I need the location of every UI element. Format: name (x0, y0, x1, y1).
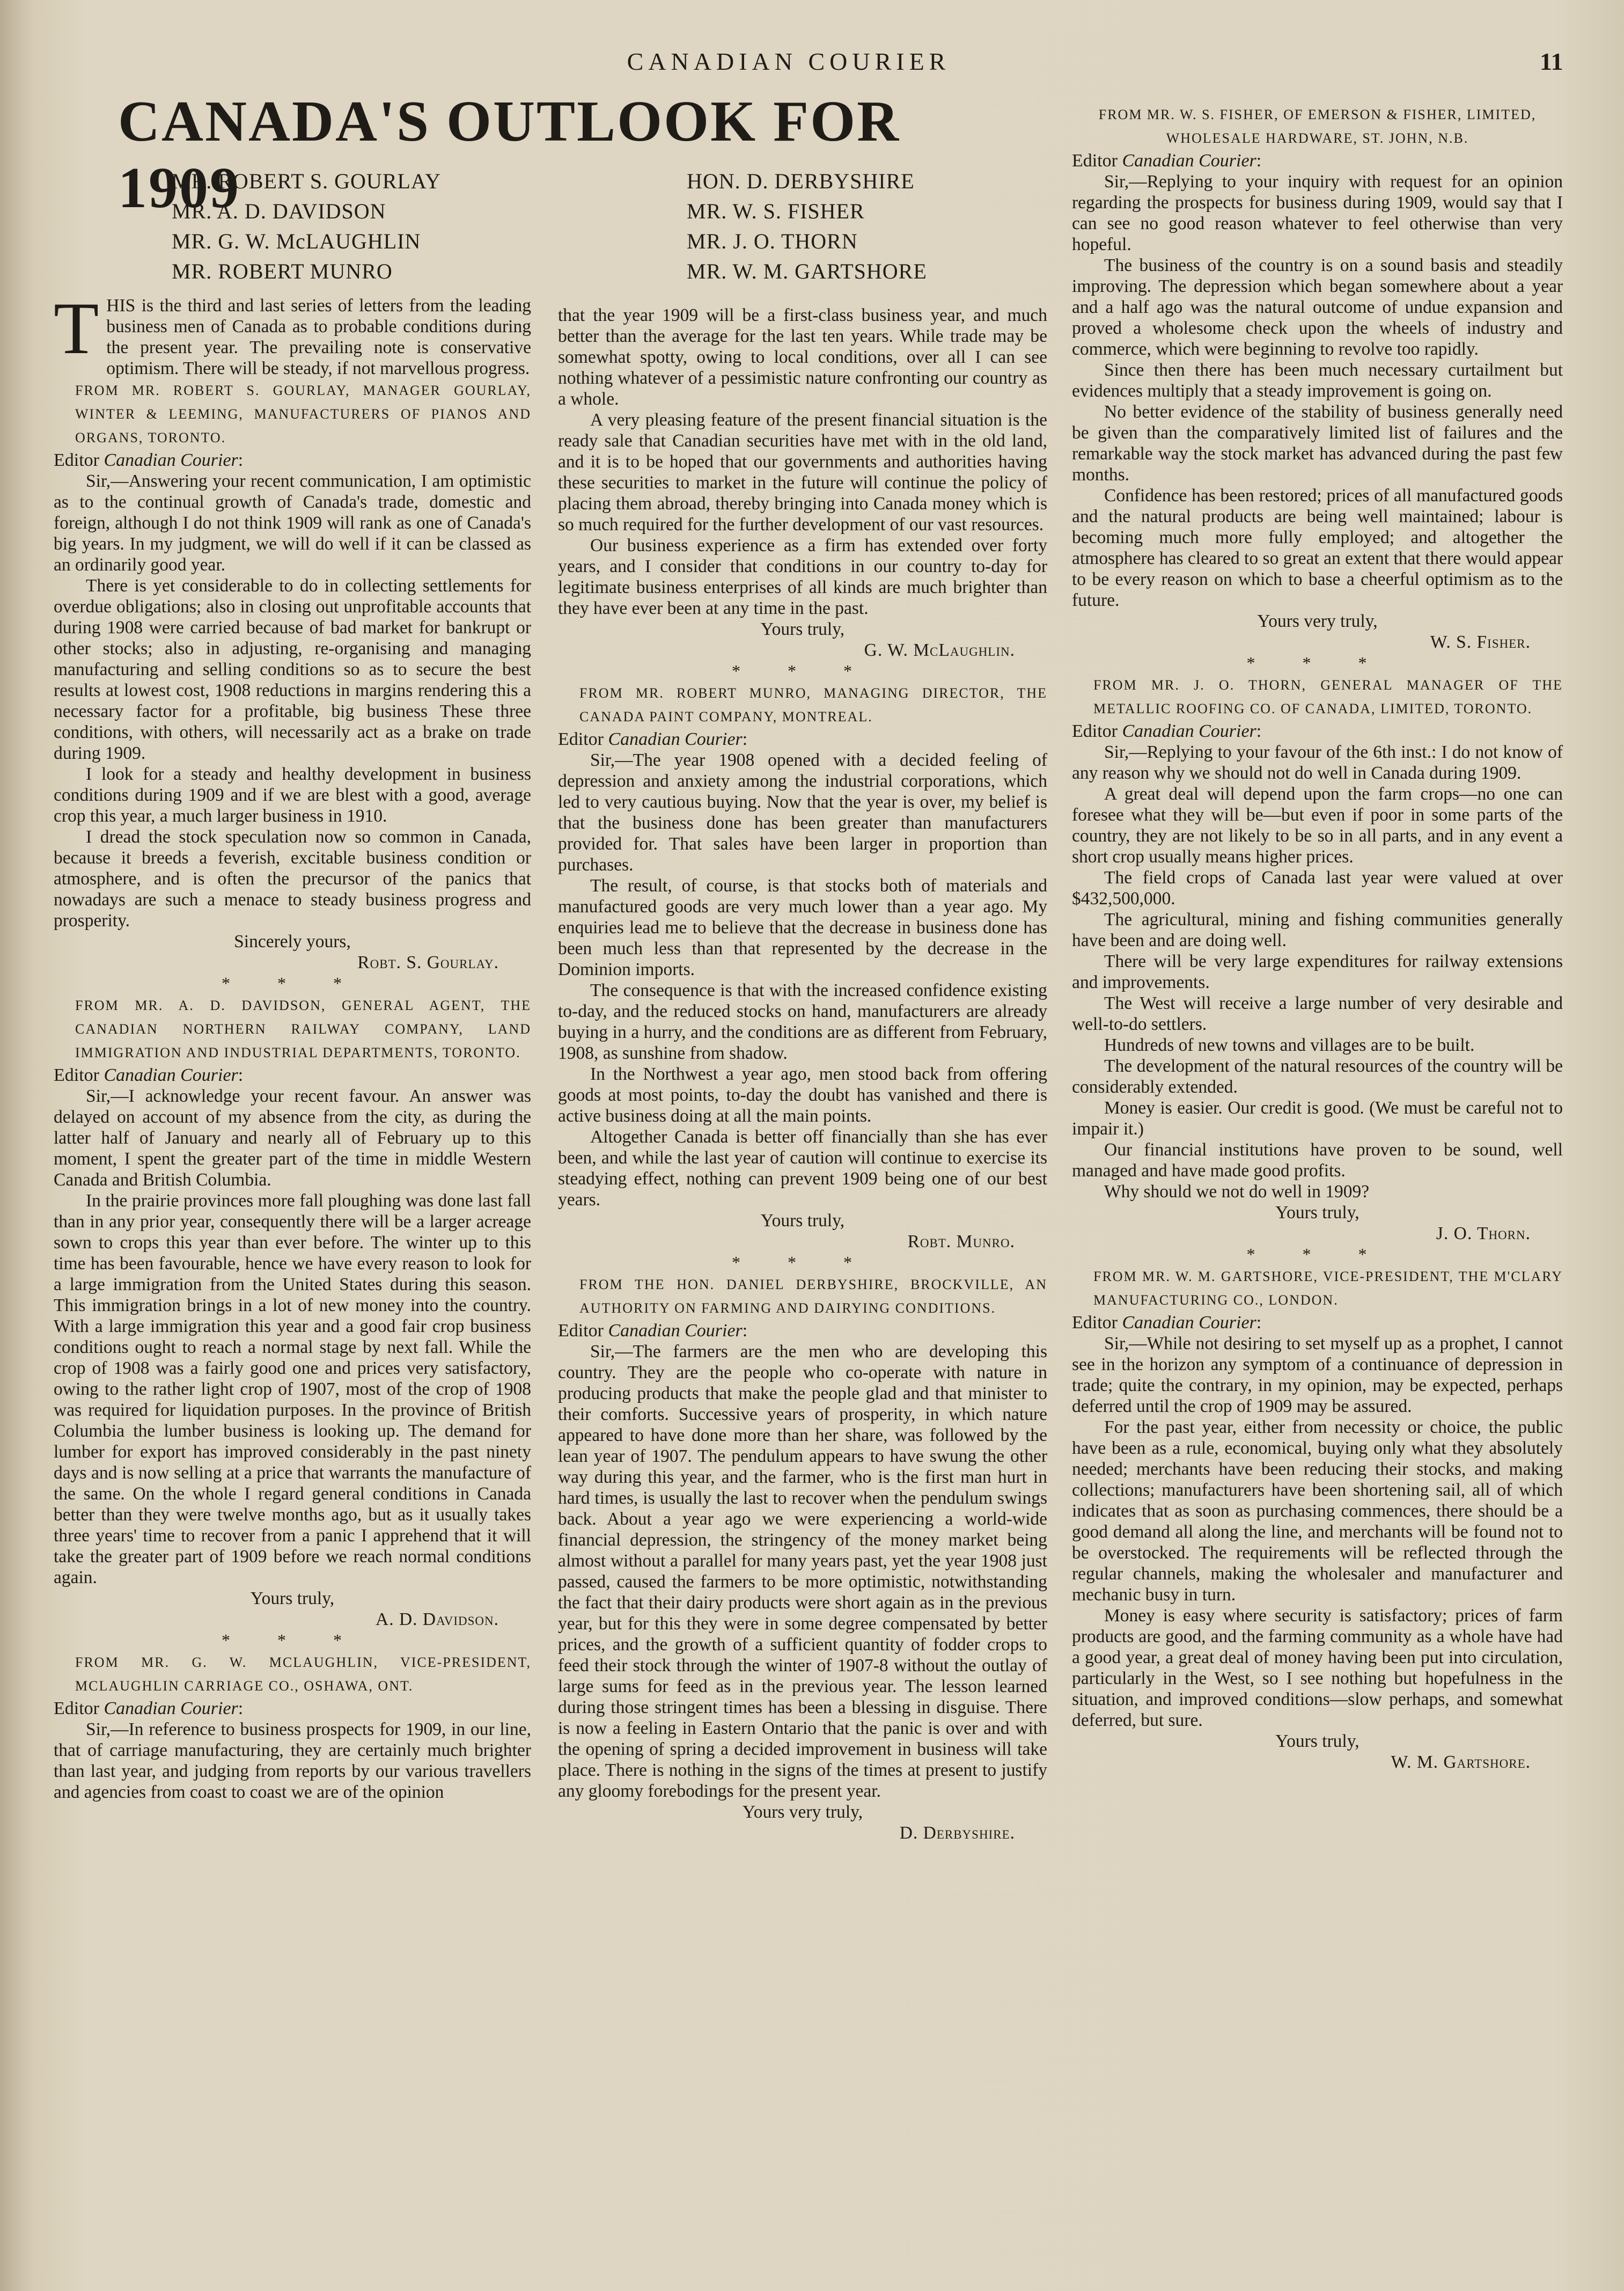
closing: Yours very truly, (742, 1802, 863, 1822)
letter-source-mclaughlin: FROM MR. G. W. MCLAUGHLIN, VICE-PRESIDENT, MCLAUGHLIN CARRIAGE CO., OSHAWA, ONT. (75, 1655, 531, 1694)
paragraph: There will be very large expenditures for railway extensions and improvements. (1072, 951, 1563, 992)
paragraph: Our financial institutions have proven to be sound, well managed and have made good profits. (1072, 1140, 1563, 1181)
paragraph: Since then there has been much necessary curtailment but evidences multiply that a steady improvement is going on. (1072, 360, 1563, 401)
contributor-name: MR. W. S. FISHER (687, 199, 865, 223)
section-separator: * * * (1246, 653, 1388, 672)
closing: Yours truly, (760, 619, 845, 639)
paragraph: that the year 1909 will be a first-class business year, and much better than the average for the last ten years. While trade may be somewhat spotty, owing to local conditions, over all I can see nothing whatever of a pessimistic nature confronting our country as a whole. (558, 305, 1047, 409)
signature: W. S. Fisher. (1430, 632, 1531, 652)
paragraph: Sir,—In reference to business prospects for 1909, in our line, that of carriage manufacturing, they are certainly much brighter than last year, and judging from reports by our various travellers and agencies from coast to coast we are of the opinion (54, 1719, 531, 1802)
paragraph: A great deal will depend upon the farm crops—no one can foresee what they will be—but even if poor in some parts of the country, they are not likely to be so in all parts, and in any event a short crop usually means higher prices. (1072, 784, 1563, 867)
contributor-name: MR. ROBERT S. GOURLAY (172, 169, 442, 193)
paragraph: The consequence is that with the increased confidence existing to-day, and the reduced stocks on hand, manufacturers are already buying in a hurry, and the conditions are as different from February, 1908, as sunshine from shadow. (558, 980, 1047, 1063)
paragraph: A very pleasing feature of the present financial situation is the ready sale that Canadian securities have met with in the old land, and it is to be hoped that our governments and authorities having these securities to market in the future will continue the policy of placing them abroad, thereby bringing into Canada money which is so much required for the further development of our vast resources. (558, 410, 1047, 535)
paragraph: The development of the natural resources of the country will be considerably extended. (1072, 1056, 1563, 1097)
closing: Yours truly, (1275, 1203, 1360, 1223)
paragraph: Sir,—While not desiring to set myself up as a prophet, I cannot see in the horizon any symptom of a continuance of depression in trade; quite the contrary, in my opinion, may be expected, perhaps deferred until the crop of 1909 may be assured. (1072, 1334, 1563, 1416)
letter-source-gourlay: FROM MR. ROBERT S. GOURLAY, MANAGER GOURLAY, WINTER & LEEMING, MANUFACTURERS OF PIANOS AND ORGANS, TORONTO. (75, 383, 531, 445)
paragraph: Sir,—I acknowledge your recent favour. An answer was delayed on account of my absence from the city, as during the latter half of January and nearly all of February up to this moment, I spent the greater part of the time in middle Western Canada and British Columbia. (54, 1086, 531, 1190)
contributor-name: MR. J. O. THORN (687, 229, 858, 253)
paragraph: Sir,—The farmers are the men who are developing this country. They are the people who co-operate with nature in producing products that make the people glad and that minister to their comforts. Successive years of prosperity, in which nature appeared to have done more than her share, was followed by the lean year of 1907. The pendulum appears to have swung the other way during this year, and the farmer, who is the first man hurt in hard times, is usually the last to recover when the pendulum swings back. About a year ago we were experiencing a world-wide financial depression, the stringency of the money market being almost without a parallel for many years past, yet the year 1908 just passed, caused the farmers to be more optimistic, notwithstanding the fact that their dairy products were short again as in the previous year, but for this they were in some degree compensated by better prices, and the growth of a sufficient quantity of fodder crops to feed their stock through the winter of 1907-8 without the outlay of large sums for feed as in the previous year. The lesson learned during those stringent times has been a blessing in disguise. There is now a feeling in Eastern Ontario that the panic is over and with the opening of spring a decided improvement in business will take place. There is nothing in the signs of the times at present to justify any gloomy forebodings for the present year. (558, 1342, 1047, 1801)
paragraph: Our business experience as a firm has extended over forty years, and I consider that conditions in our country to-day for legitimate business enterprises of all kinds are much brighter than they have ever been at any time in the past. (558, 536, 1047, 618)
section-separator: * * * (222, 1630, 363, 1650)
paragraph: Sir,—Replying to your favour of the 6th inst.: I do not know of any reason why we should not do well in Canada during 1909. (1072, 742, 1563, 783)
paragraph: In the prairie provinces more fall ploughing was done last fall than in any prior year, consequently there will be a larger acreage sown to crops this year than ever before. The winter up to this time has been favourable, hence we have every reason to look for a large immigration from the United States during this season. This immigration brings in a lot of new money into the country. With a large immigration this year and a good fair crop business conditions ought to reach a normal stage by next fall. While the crop of 1908 was a fairly good one and prices very satisfactory, owing to the rather light crop of 1907, most of the crop of 1908 was required for liquidation purposes. In the province of British Columbia the lumber business is looking up. The demand for lumber for export has improved considerably in the past ninety days and is now selling at a price that warrants the manufacture of the same. On the whole I regard general conditions in Canada better than they were twelve months ago, but as it usually takes three years' time to recover from a panic I apprehend that it will take the greater part of 1909 before we reach normal conditions again. (54, 1191, 531, 1587)
section-separator: * * * (732, 661, 873, 680)
editor-salutation: Editor Canadian Courier: (54, 1699, 244, 1718)
letter-source-thorn: FROM MR. J. O. THORN, GENERAL MANAGER OF THE METALLIC ROOFING CO. OF CANADA, LIMITED, TORONTO. (1093, 677, 1563, 716)
paragraph: Money is easy where security is satisfactory; prices of farm products are good, and the farming community as a whole have had a good year, a great deal of money having been put into circulation, particularly in the West, so I see nothing but hopefulness in the situation, and improved conditions—slow perhaps, and somewhat deferred, but sure. (1072, 1606, 1563, 1730)
signature: Robt. S. Gourlay. (357, 953, 499, 972)
column-3 (1072, 103, 1563, 1773)
closing: Sincerely yours, (234, 932, 351, 951)
contributor-name: MR. ROBERT MUNRO (172, 259, 393, 283)
editor-salutation: Editor Canadian Courier: (558, 1321, 748, 1341)
paragraph: Sir,—Replying to your inquiry with request for an opinion regarding the prospects for business during 1909, would say that I can see no good reason whatever to feel otherwise than very hopeful. (1072, 172, 1563, 254)
contributor-name: MR. A. D. DAVIDSON (172, 199, 386, 223)
contributor-name: MR. G. W. McLAUGHLIN (172, 229, 421, 253)
intro (54, 287, 531, 379)
paragraph: The business of the country is on a sound basis and steadily improving. The depression which began somewhere about a year and a half ago was the natural outcome of undue expansion and proved a wholesome check upon the wheels of industry and commerce, which were beginning to revolve too rapidly. (1072, 255, 1563, 359)
letter-source-derbyshire: FROM THE HON. DANIEL DERBYSHIRE, BROCKVILLE, AN AUTHORITY ON FARMING AND DAIRYING CONDITIONS. (579, 1277, 1047, 1316)
contributors-left (172, 166, 441, 287)
signature: J. O. Thorn. (1436, 1224, 1531, 1243)
signature: G. W. McLaughlin. (864, 640, 1015, 660)
paragraph: The agricultural, mining and fishing communities generally have been and are doing well. (1072, 910, 1563, 950)
paragraph: There is yet considerable to do in collecting settlements for overdue obligations; also in closing out unprofitable accounts that during 1908 were carried because of bad market for bankrupt or other stocks; also in adjusting, re-organising and managing manufacturing and selling conditions so as to secure the best results at lowest cost, 1908 reductions in margins rendering this a necessary factor for a profitable, big business These three conditions, with others, will necessarily act as a brake on trade during 1909. (54, 576, 531, 763)
paragraph: The result, of course, is that stocks both of materials and manufactured goods are very much lower than a year ago. My enquiries lead me to believe that the decrease in business done has been much less than that represented by the decrease in the Dominion imports. (558, 876, 1047, 979)
paragraph: No better evidence of the stability of business generally need be given than the comparatively limited list of failures and the remarkable way the stock market has advanced during the past few months. (1072, 402, 1563, 485)
contributors-right (687, 166, 927, 287)
section-separator: * * * (222, 974, 363, 993)
editor-salutation: Editor Canadian Courier: (1072, 721, 1262, 741)
paragraph: I dread the stock speculation now so common in Canada, because it breeds a feverish, excitable business condition or atmosphere, and is often the precursor of the panics that nowadays are such a menace to steady business progress and prosperity. (54, 827, 531, 931)
editor-salutation: Editor Canadian Courier: (54, 1065, 244, 1085)
closing: Yours very truly, (1257, 611, 1378, 631)
section-separator: * * * (1246, 1245, 1388, 1264)
editor-salutation: Editor Canadian Courier: (1072, 1313, 1262, 1333)
paragraph: Sir,—Answering your recent communication, I am optimistic as to the continual growth of Canada's trade, domestic and foreign, although I do not think 1909 will rank as one of Canada's big years. In my judgment, we will do well if it can be classed as an ordinarily good year. (54, 471, 531, 575)
paragraph: In the Northwest a year ago, men stood back from offering goods at most points, to-day the doubt has vanished and there is active business doing at all the main points. (558, 1064, 1047, 1126)
letter-source-munro: FROM MR. ROBERT MUNRO, MANAGING DIRECTOR, THE CANADA PAINT COMPANY, MONTREAL. (579, 685, 1047, 724)
paragraph: The West will receive a large number of very desirable and well-to-do settlers. (1072, 993, 1563, 1034)
contributor-name: MR. W. M. GARTSHORE (687, 259, 927, 283)
editor-salutation: Editor Canadian Courier: (54, 450, 244, 470)
column-2 (558, 305, 1047, 1843)
closing: Yours truly, (1275, 1731, 1360, 1751)
paragraph: Hundreds of new towns and villages are to be built. (1104, 1035, 1475, 1055)
section-separator: * * * (732, 1253, 873, 1272)
letter-source-fisher: FROM MR. W. S. FISHER, OF EMERSON & FISHER, LIMITED, WHOLESALE HARDWARE, ST. JOHN, N.B. (1098, 107, 1537, 146)
column-1 (54, 287, 531, 1803)
intro-text: HIS is the third and last series of letters from the leading business men of Canada as to probable conditions during the present year. The prevailing note is conservative optimism. There will be steady, if not marvellous progress. (106, 296, 531, 378)
letter-source-davidson: FROM MR. A. D. DAVIDSON, GENERAL AGENT, THE CANADIAN NORTHERN RAILWAY COMPANY, LAND IMMIGRATION AND INDUSTRIAL DEPARTMENTS, TORONTO. (75, 998, 531, 1060)
paragraph: I look for a steady and healthy development in business conditions during 1909 and if we are blest with a good, average crop this year, a much larger business in 1910. (54, 764, 531, 826)
paragraph: Confidence has been restored; prices of all manufactured goods and the natural products are being well maintained; labour is becoming much more fully employed; and altogether the atmosphere has cleared to so great an extent that there would appear to be every reason on which to base a cheerful optimism as to the future. (1072, 486, 1563, 610)
editor-salutation: Editor Canadian Courier: (1072, 151, 1262, 171)
signature: A. D. Davidson. (376, 1609, 499, 1629)
paragraph: Sir,—The year 1908 opened with a decided feeling of depression and anxiety among the industrial corporations, which led to very cautious buying. Now that the year is over, my belief is that the business done has been greater than manufacturers provided for. That sales have been larger in proportion than purchases. (558, 750, 1047, 875)
drop-cap: T (54, 287, 99, 369)
signature: D. Derbyshire. (899, 1823, 1015, 1843)
paragraph: Why should we not do well in 1909? (1104, 1182, 1370, 1202)
closing: Yours truly, (250, 1589, 335, 1608)
running-head: CANADIAN COURIER (627, 48, 951, 75)
letter-source-gartshore: FROM MR. W. M. GARTSHORE, VICE-PRESIDENT, THE M'CLARY MANUFACTURING CO., LONDON. (1093, 1269, 1563, 1308)
paragraph: For the past year, either from necessity or choice, the public have been as a rule, economical, buying only what they absolutely needed; merchants have been reducing their stocks, and making collections; manufacturers have been shortening sail, all of which indicates that as soon as purchasing commences, there should be a good demand all along the line, and merchants will be found not to be overstocked. The requirements will be reflected through the regular channels, making the wholesaler and manufacturer and mechanic busy in turn. (1072, 1417, 1563, 1605)
paragraph: The field crops of Canada last year were valued at over $432,500,000. (1072, 868, 1563, 909)
article-title: CANADA'S OUTLOOK FOR 1909 (118, 90, 901, 220)
signature: W. M. Gartshore. (1391, 1752, 1531, 1772)
editor-salutation: Editor Canadian Courier: (558, 729, 748, 749)
paragraph: Money is easier. Our credit is good. (We must be careful not to impair it.) (1072, 1098, 1563, 1139)
contributor-name: HON. D. DERBYSHIRE (687, 169, 915, 193)
closing: Yours truly, (760, 1211, 845, 1231)
page-number: 11 (1540, 48, 1563, 75)
signature: Robt. Munro. (907, 1232, 1015, 1251)
paragraph: Altogether Canada is better off financially than she has ever been, and while the last year of caution will continue to exercise its steadying effect, nothing can prevent 1909 being one of our best years. (558, 1127, 1047, 1210)
